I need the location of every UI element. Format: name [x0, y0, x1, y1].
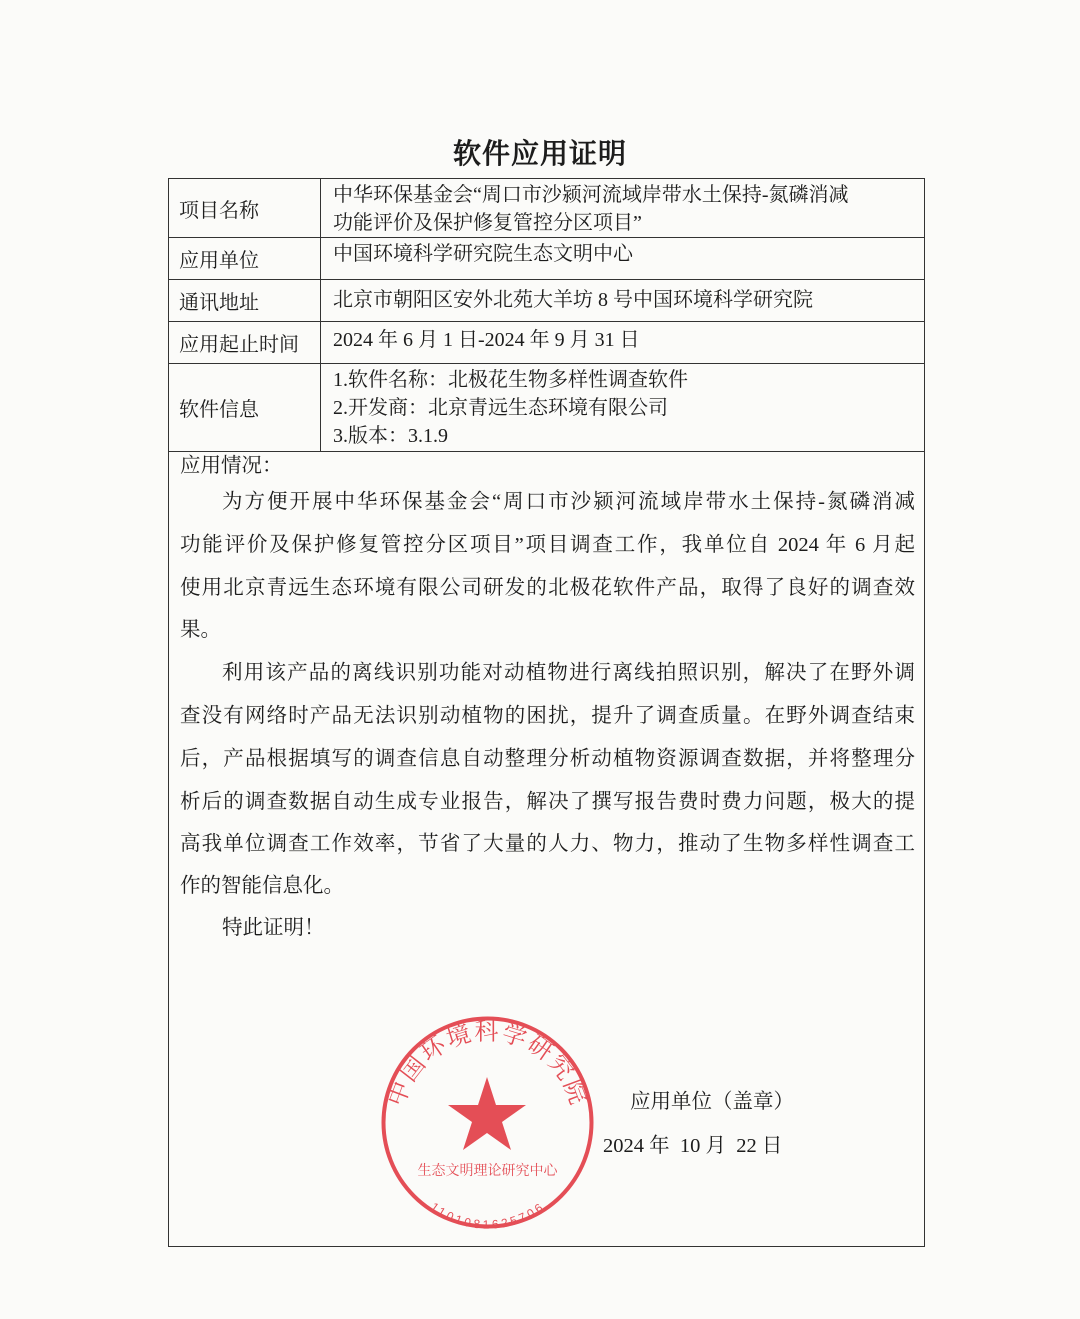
row-address [169, 280, 924, 322]
value-line: 北京市朝阳区安外北苑大羊坊 8 号中国环境科学研究院 [333, 289, 813, 311]
usage-line: 后，产品根据填写的调查信息自动整理分析动植物资源调查数据，并将整理分 [180, 748, 915, 770]
usage-line: 为方便开展中华环保基金会“周口市沙颍河流域岸带水土保持-氮磷消减 [222, 491, 915, 513]
usage-line: 功能评价及保护修复管控分区项目”项目调查工作，我单位自 2024 年 6 月起 [180, 534, 915, 556]
closing-line: 特此证明！ [222, 917, 325, 939]
value-line: 中华环保基金会“周口市沙颍河流域岸带水土保持-氮磷消减 [333, 184, 849, 206]
label: 通讯地址 [169, 280, 321, 321]
info-table [168, 178, 925, 452]
value-line: 中国环境科学研究院生态文明中心 [333, 243, 633, 265]
star-icon [448, 1077, 526, 1150]
seal-outer-text: 中国环境科学研究院 [383, 1019, 592, 1110]
usage-heading: 应用情况： [180, 455, 283, 477]
value-line: 3.版本：3.1.9 [333, 425, 448, 447]
label: 软件信息 [169, 364, 321, 451]
seal-number: 1101081625706 [427, 1199, 548, 1230]
official-seal [380, 1015, 595, 1230]
document-title: 软件应用证明 [452, 139, 627, 170]
svg-text:1101081625706 [428, 1200, 547, 1230]
usage-line: 果。 [180, 619, 221, 641]
usage-line: 析后的调查数据自动生成专业报告，解决了撰写报告费时费力问题，极大的提 [180, 791, 915, 813]
label: 应用起止时间 [169, 322, 321, 363]
label: 应用单位 [169, 238, 321, 279]
seal-inner-text: 生态文明理论研究中心 [417, 1164, 558, 1179]
signature-unit-label: 应用单位（盖章） [630, 1091, 794, 1113]
value-line: 1.软件名称：北极花生物多样性调查软件 [333, 369, 688, 391]
value-line: 功能评价及保护修复管控分区项目” [333, 212, 642, 234]
label: 项目名称 [169, 179, 321, 237]
row-software-info [169, 364, 924, 451]
signature-date: 2024 年 10 月 22 日 [603, 1135, 783, 1157]
row-project-name [169, 179, 924, 238]
row-period [169, 322, 924, 364]
usage-line: 作的智能信息化。 [180, 875, 344, 897]
value-line: 2024 年 6 月 1 日-2024 年 9 月 31 日 [333, 329, 640, 351]
row-unit [169, 238, 924, 280]
usage-line: 高我单位调查工作效率，节省了大量的人力、物力，推动了生物多样性调查工 [180, 833, 915, 855]
usage-line: 利用该产品的离线识别功能对动植物进行离线拍照识别，解决了在野外调 [222, 662, 915, 684]
value-line: 2.开发商：北京青远生态环境有限公司 [333, 397, 668, 419]
usage-line: 使用北京青远生态环境有限公司研发的北极花软件产品，取得了良好的调查效 [180, 577, 915, 599]
usage-line: 查没有网络时产品无法识别动植物的困扰，提升了调查质量。在野外调查结束 [180, 705, 915, 727]
